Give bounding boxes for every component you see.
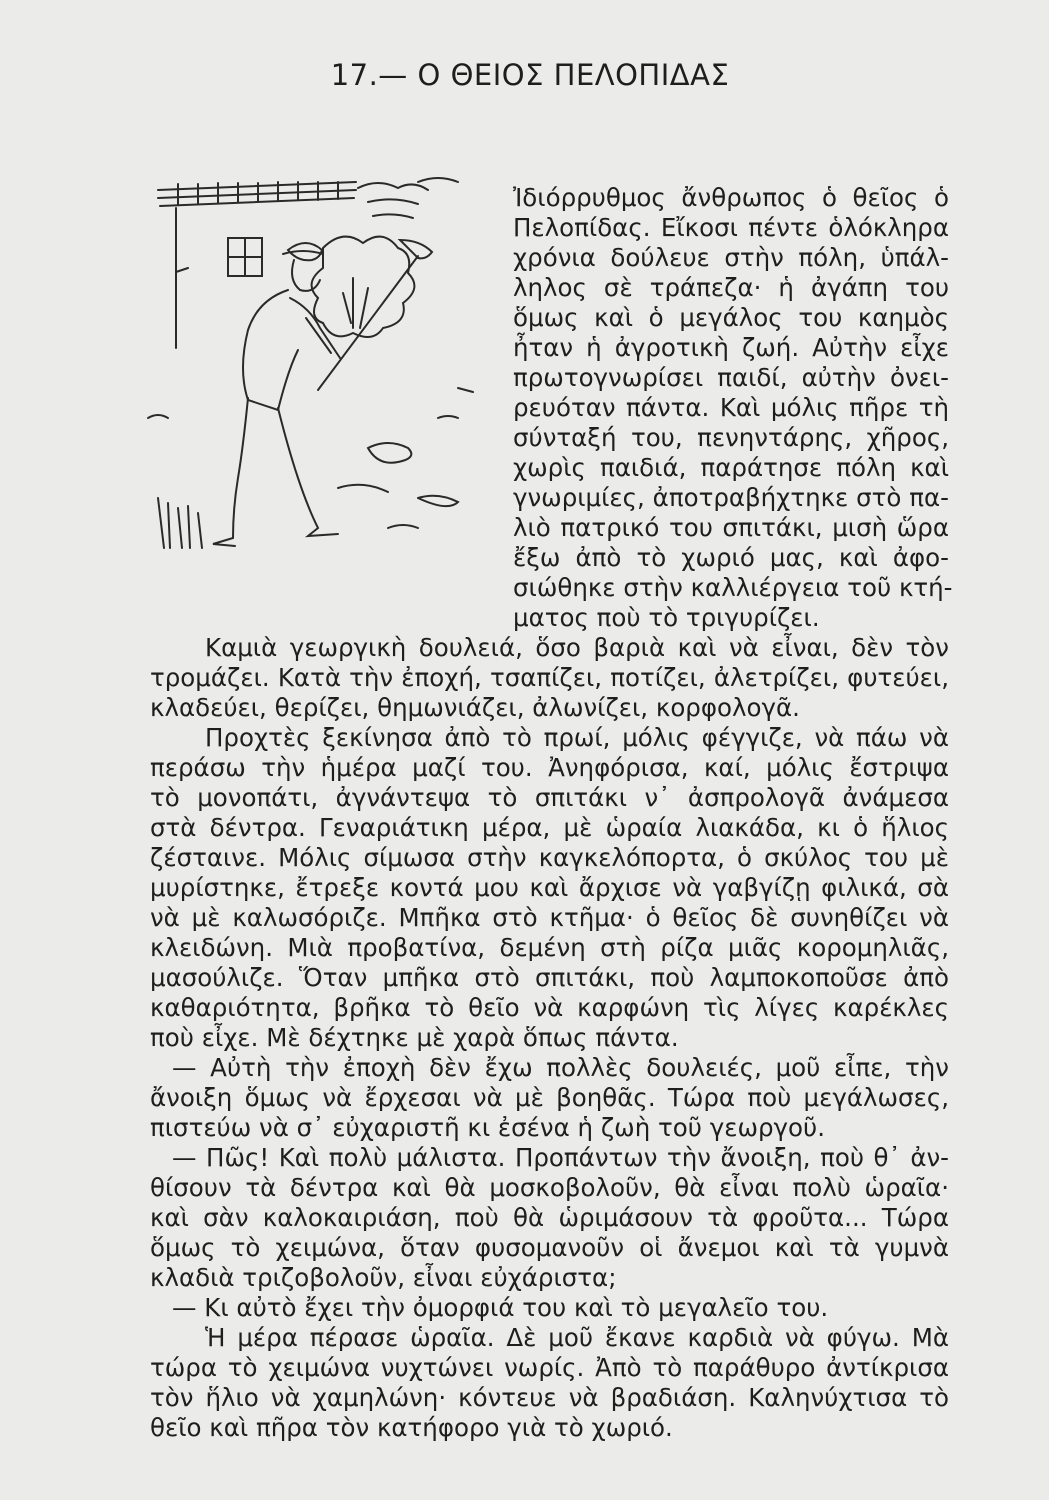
text-line: — Πῶς! Καὶ πολὺ μάλιστα. Προπάντων τὴν ἄνοιξη, ποὺ θ᾿ ἀν-: [172, 1143, 949, 1172]
text-line: περάσω τὴν ἡμέρα μαζί του. Ἀνηφόρισα, καί, μόλις ἔστριψα: [150, 753, 949, 782]
text-line: στὰ δέντρα. Γεναριάτικη μέρα, μὲ ὡραία λιακάδα, κι ὁ ἥλιος: [150, 813, 949, 842]
text-line: πιστεύω νὰ σ᾿ εὐχαριστῆ κι ἐσένα ἡ ζωὴ τοῦ γεωργοῦ.: [150, 1113, 825, 1142]
text-line: μυρίστηκε, ἔτρεξε κοντά μου καὶ ἄρχισε νὰ γαβγίζῃ φιλικά, σὰ: [150, 873, 949, 902]
text-line: σιώθηκε στὴν καλλιέργεια τοῦ κτή-: [513, 573, 953, 602]
text-line: κλαδεύει, θερίζει, θημωνιάζει, ἀλωνίζει, κορφολογᾶ.: [150, 693, 800, 722]
text-line: Ἡ μέρα πέρασε ὡραῖα. Δὲ μοῦ ἔκανε καρδιὰ νὰ φύγω. Μὰ: [205, 1323, 949, 1352]
text-line: σύνταξή του, πενηντάρης, χῆρος,: [513, 423, 949, 452]
text-line: Ἰδιόρρυθμος ἄνθρωπος ὁ θεῖος ὁ: [513, 183, 949, 212]
text-line: νὰ μὲ καλωσόριζε. Μπῆκα στὸ κτῆμα· ὁ θεῖος δὲ συνηθίζει νὰ: [150, 903, 949, 932]
text-line: τώρα τὸ χειμώνα νυχτώνει νωρίς. Ἀπὸ τὸ παράθυρο ἀντίκρισα: [150, 1353, 949, 1382]
farmer-hoeing-illustration: [118, 168, 513, 588]
text-line: ρευόταν πάντα. Καὶ μόλις πῆρε τὴ: [513, 393, 949, 422]
text-line: χωρὶς παιδιά, παράτησε πόλη καὶ: [513, 453, 949, 482]
text-line: μασούλιζε. Ὅταν μπῆκα στὸ σπιτάκι, ποὺ λαμποκοποῦσε ἀπὸ: [150, 963, 949, 992]
text-line: ποὺ εἶχε. Μὲ δέχτηκε μὲ χαρὰ ὅπως πάντα.: [150, 1023, 679, 1052]
text-line: ληλος σὲ τράπεζα· ἡ ἀγάπη του: [513, 273, 949, 302]
text-line: κλειδώνη. Μιὰ προβατίνα, δεμένη στὴ ρίζα μιᾶς κορομηλιᾶς,: [150, 933, 949, 962]
text-line: τὸ μονοπάτι, ἀγνάντεψα τὸ σπιτάκι ν᾿ ἀσπρολογᾶ ἀνάμεσα: [150, 783, 949, 812]
text-line: ἦταν ἡ ἀγροτικὴ ζωή. Αὐτὴν εἶχε: [513, 333, 949, 362]
text-line: τρομάζει. Κατὰ τὴν ἐποχή, τσαπίζει, ποτίζει, ἀλετρίζει, φυτεύει,: [150, 663, 949, 692]
text-line: γνωριμίες, ἀποτραβήχτηκε στὸ πα-: [513, 483, 949, 512]
text-line: — Αὐτὴ τὴν ἐποχὴ δὲν ἔχω πολλὲς δουλειές, μοῦ εἶπε, τὴν: [172, 1053, 949, 1082]
text-line: λιὸ πατρικό του σπιτάκι, μισὴ ὥρα: [513, 513, 949, 542]
text-line: καὶ σὰν καλοκαιριάση, ποὺ θὰ ὡριμάσουν τὰ φροῦτα... Τώρα: [150, 1203, 949, 1232]
text-line: Καμιὰ γεωργικὴ δουλειά, ὅσο βαριὰ καὶ νὰ εἶναι, δὲν τὸν: [205, 633, 949, 662]
text-line: τὸν ἥλιο νὰ χαμηλώνη· κόντευε νὰ βραδιάση. Καληνύχτισα τὸ: [150, 1383, 949, 1412]
text-line: ἄνοιξη ὅμως νὰ ἔρχεσαι νὰ μὲ βοηθᾶς. Τώρα ποὺ μεγάλωσες,: [150, 1083, 949, 1112]
text-line: — Κι αὐτὸ ἔχει τὴν ὀμορφιά του καὶ τὸ μεγαλεῖο του.: [172, 1293, 829, 1322]
text-line: ζέσταινε. Μόλις σίμωσα στὴν καγκελόπορτα, ὁ σκύλος του μὲ: [150, 843, 949, 872]
text-line: Προχτὲς ξεκίνησα ἀπὸ τὸ πρωί, μόλις φέγγιζε, νὰ πάω νὰ: [205, 723, 949, 752]
text-line: ὅμως τὸ χειμώνα, ὅταν φυσομανοῦν οἱ ἄνεμοι καὶ τὰ γυμνὰ: [150, 1233, 949, 1262]
text-line: θίσουν τὰ δέντρα καὶ θὰ μοσκοβολοῦν, θὰ εἶναι πολὺ ὡραῖα·: [150, 1173, 949, 1202]
text-line: καθαριότητα, βρῆκα τὸ θεῖο νὰ καρφώνη τὶς λίγες καρέκλες: [150, 993, 949, 1022]
text-line: πρωτογνωρίσει παιδί, αὐτὴν ὀνει-: [513, 363, 949, 392]
text-line: ὅμως καὶ ὁ μεγάλος του καημὸς: [513, 303, 949, 332]
page-title: 17.— Ο ΘΕΙΟΣ ΠΕΛΟΠΙΔΑΣ: [330, 58, 730, 92]
text-line: Πελοπίδας. Εἴκοσι πέντε ὁλόκληρα: [513, 213, 949, 242]
text-line: κλαδιὰ τριζοβολοῦν, εἶναι εὐχάριστα;: [150, 1263, 617, 1292]
text-line: ματος ποὺ τὸ τριγυρίζει.: [513, 603, 820, 632]
text-line: χρόνια δούλευε στὴν πόλη, ὑπάλ-: [513, 243, 949, 272]
text-line: θεῖο καὶ πῆρα τὸν κατήφορο γιὰ τὸ χωριό.: [150, 1413, 673, 1442]
text-line: ἔξω ἀπὸ τὸ χωριό μας, καὶ ἀφο-: [513, 543, 949, 572]
